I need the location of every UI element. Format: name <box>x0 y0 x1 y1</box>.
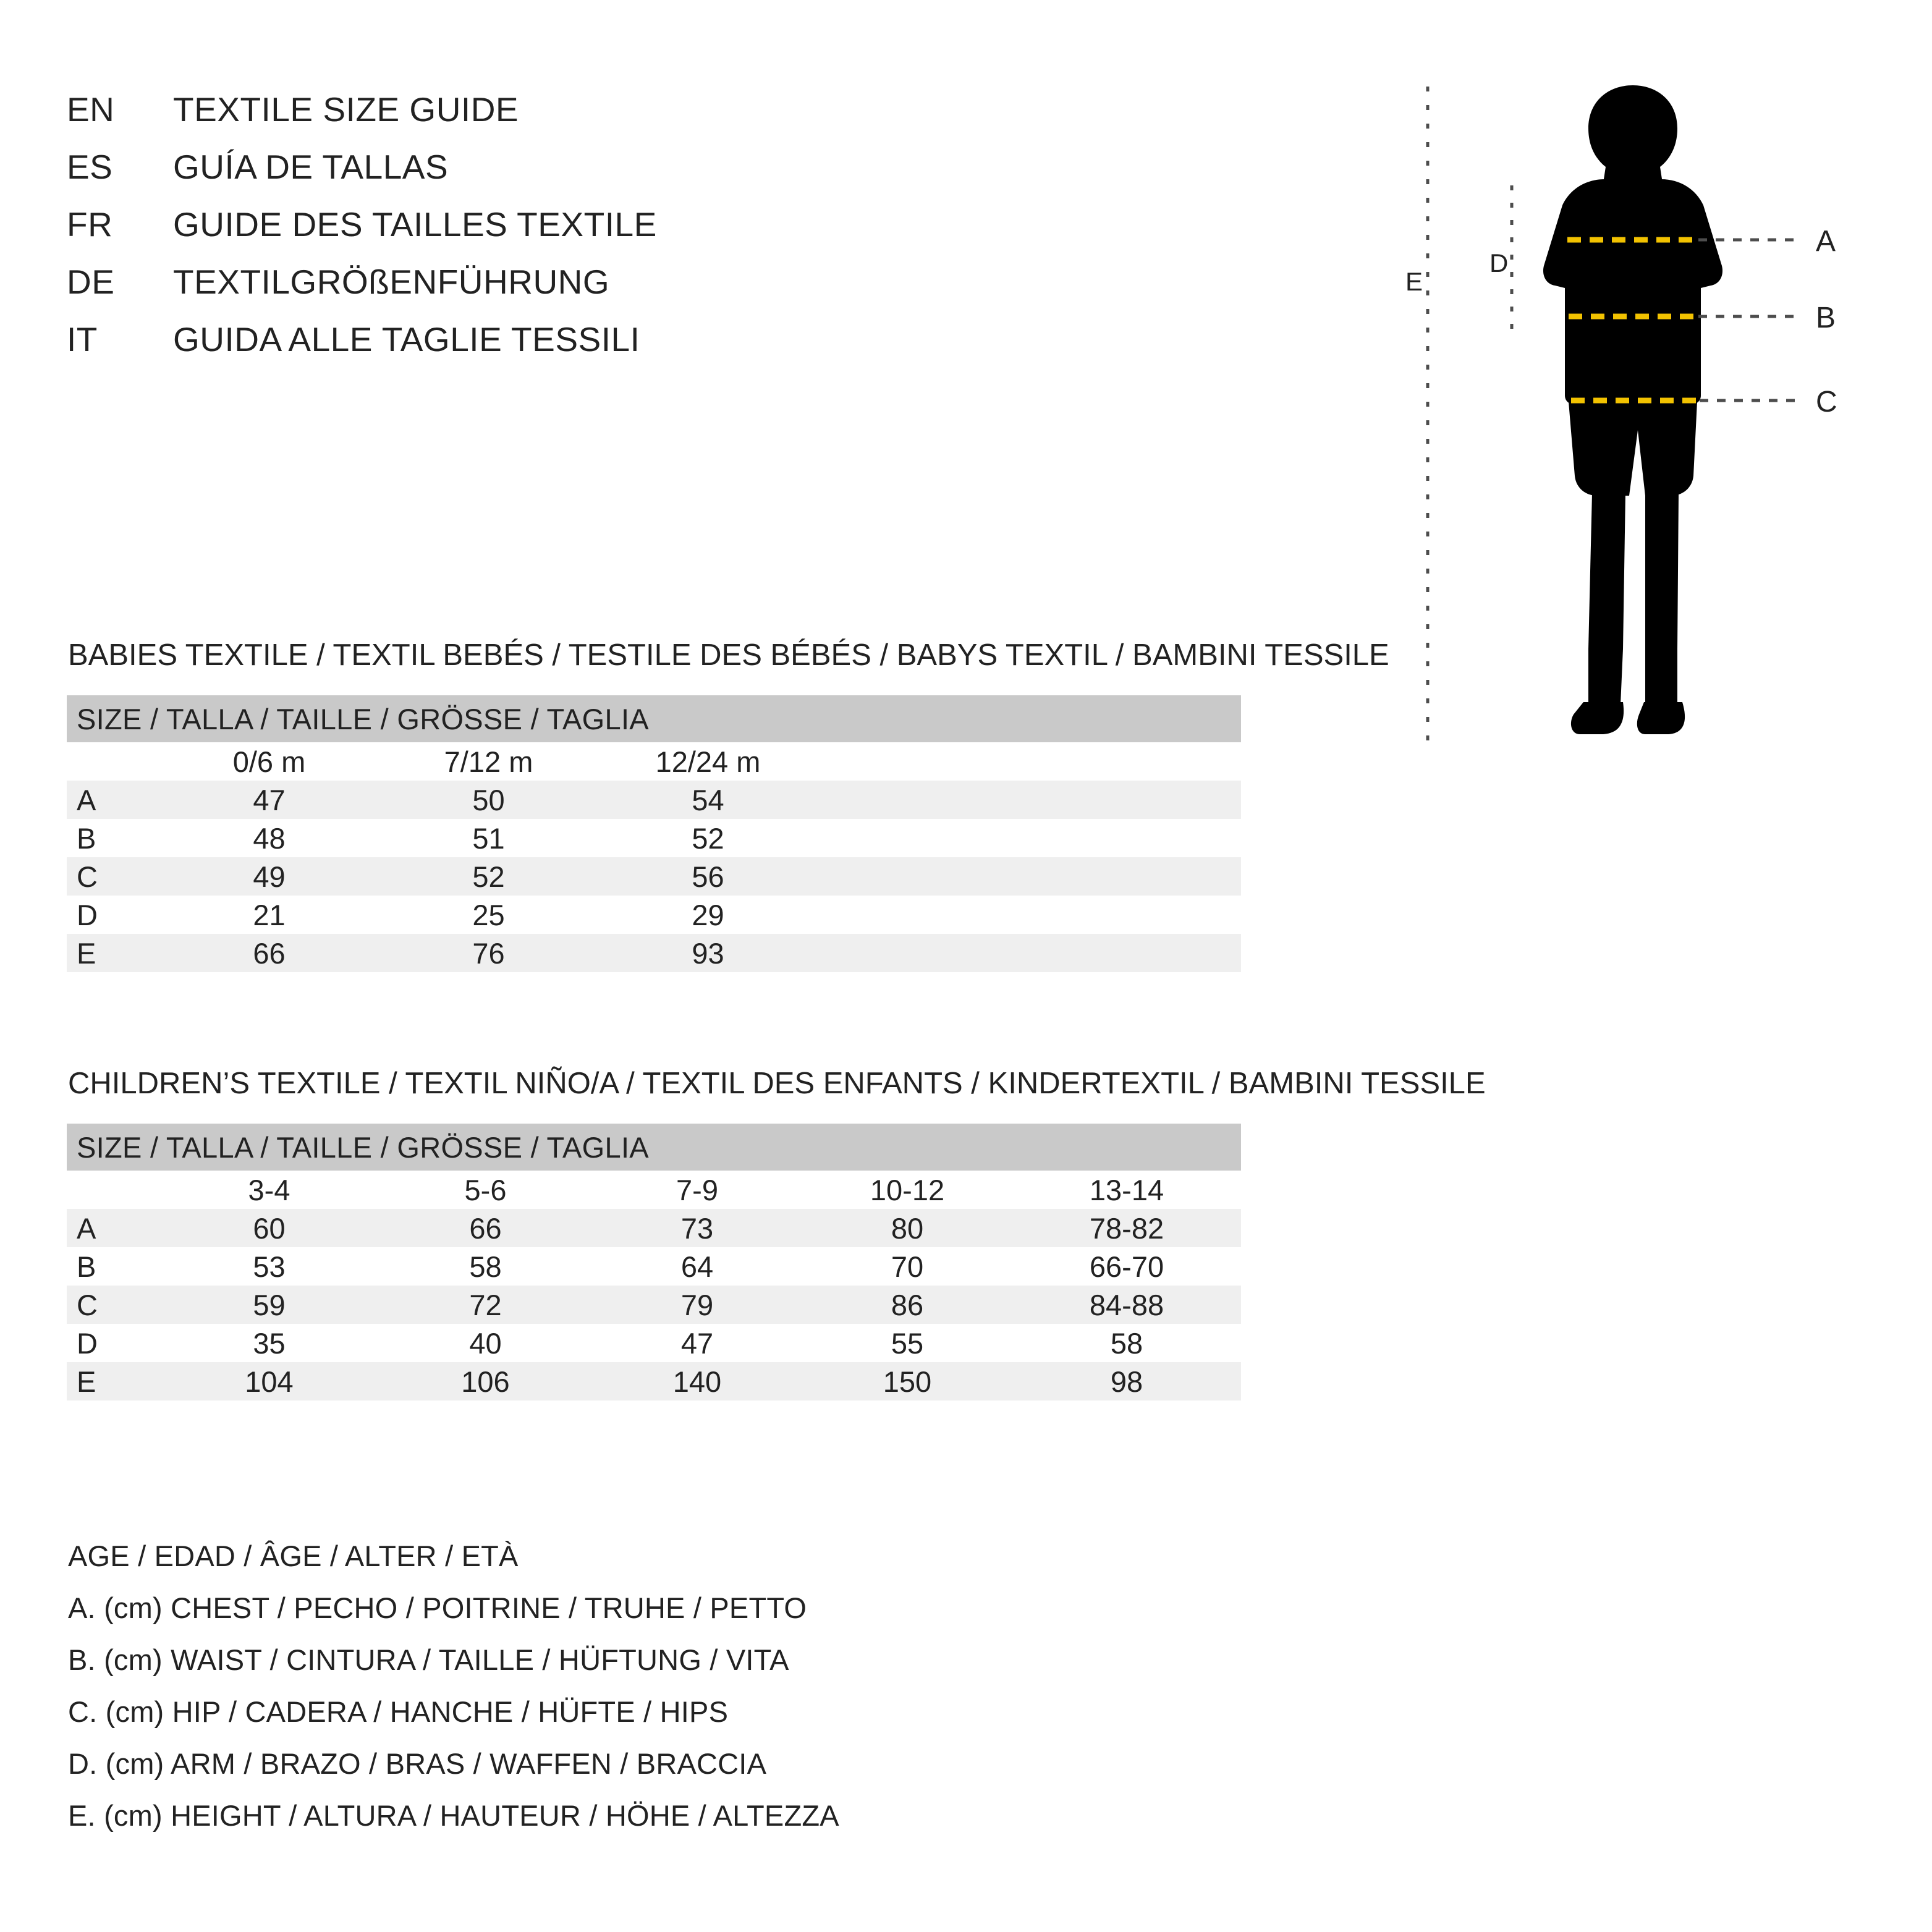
language-title: TEXTILGRÖßENFÜHRUNG <box>173 263 610 301</box>
table-row <box>67 1209 1241 1247</box>
table-cell: 29 <box>598 896 818 934</box>
legend-line: E. (cm) HEIGHT / ALTURA / HAUTEUR / HÖHE / ALTEZZA <box>68 1799 839 1832</box>
babies-section-title: BABIES TEXTILE / TEXTIL BEBÉS / TESTILE DES BÉBÉS / BABYS TEXTIL / BAMBINI TESSILE <box>68 638 1389 672</box>
table-row <box>67 781 1241 819</box>
table-cell: 21 <box>159 896 379 934</box>
callout-c: C <box>1816 386 1837 418</box>
column-header: 3-4 <box>159 1171 379 1209</box>
language-code: FR <box>67 205 113 244</box>
language-row <box>67 262 1241 320</box>
legend-line: B. (cm) WAIST / CINTURA / TAILLE / HÜFTUNG / VITA <box>68 1643 789 1676</box>
table-cell: 50 <box>379 781 598 819</box>
callout-d: D <box>1489 248 1509 278</box>
row-label: D <box>67 896 159 934</box>
table-cell: 70 <box>802 1247 1012 1286</box>
table-cell: 66 <box>159 934 379 972</box>
language-title: GUÍA DE TALLAS <box>173 148 449 186</box>
table-row <box>67 1324 1241 1362</box>
table-cell: 49 <box>159 857 379 896</box>
column-header: 7/12 m <box>379 742 598 781</box>
column-header: 13-14 <box>1012 1171 1241 1209</box>
row-label: A <box>67 781 159 819</box>
table-cell: 150 <box>802 1362 1012 1400</box>
table-header-row <box>67 1171 1241 1209</box>
row-label: C <box>67 857 159 896</box>
column-header: 12/24 m <box>598 742 818 781</box>
children-size-table <box>67 1124 1241 1400</box>
language-code: EN <box>67 90 115 129</box>
table-cell: 78-82 <box>1012 1209 1241 1247</box>
table-cell: 80 <box>802 1209 1012 1247</box>
legend-line: A. (cm) CHEST / PECHO / POITRINE / TRUHE / PETTO <box>68 1591 807 1624</box>
table-cell: 56 <box>598 857 818 896</box>
language-row <box>67 147 1241 205</box>
table-row <box>67 1362 1241 1400</box>
row-label: E <box>67 1362 159 1400</box>
language-title: GUIDA ALLE TAGLIE TESSILI <box>173 320 640 358</box>
children-table-banner: SIZE / TALLA / TAILLE / GRÖSSE / TAGLIA <box>67 1124 1241 1171</box>
column-header: 7-9 <box>592 1171 802 1209</box>
table-cell: 66 <box>379 1209 592 1247</box>
table-row <box>67 1286 1241 1324</box>
table-cell: 60 <box>159 1209 379 1247</box>
row-label: C <box>67 1286 159 1324</box>
table-cell-empty <box>818 857 1241 896</box>
table-cell: 86 <box>802 1286 1012 1324</box>
callout-e: E <box>1405 267 1423 296</box>
table-cell: 35 <box>159 1324 379 1362</box>
measurement-figure <box>1403 80 1873 766</box>
babies-table-banner: SIZE / TALLA / TAILLE / GRÖSSE / TAGLIA <box>67 695 1241 742</box>
table-cell: 64 <box>592 1247 802 1286</box>
column-header: 5-6 <box>379 1171 592 1209</box>
legend-line: AGE / EDAD / ÂGE / ALTER / ETÀ <box>68 1540 519 1572</box>
table-cell-empty <box>818 781 1241 819</box>
measurement-legend <box>68 1539 1428 1850</box>
table-cell: 47 <box>592 1324 802 1362</box>
table-banner-row <box>67 1124 1241 1171</box>
table-row <box>67 857 1241 896</box>
table-cell: 54 <box>598 781 818 819</box>
callout-a: A <box>1816 225 1836 258</box>
table-cell-empty <box>818 934 1241 972</box>
column-header: 10-12 <box>802 1171 1012 1209</box>
table-cell: 25 <box>379 896 598 934</box>
table-cell: 52 <box>379 857 598 896</box>
table-cell: 79 <box>592 1286 802 1324</box>
table-cell: 76 <box>379 934 598 972</box>
table-cell: 66-70 <box>1012 1247 1241 1286</box>
table-row <box>67 934 1241 972</box>
table-cell: 47 <box>159 781 379 819</box>
table-cell: 58 <box>1012 1324 1241 1362</box>
corner-cell <box>67 742 159 781</box>
callout-b: B <box>1816 302 1836 334</box>
babies-size-table <box>67 695 1241 972</box>
row-label: A <box>67 1209 159 1247</box>
table-cell: 52 <box>598 819 818 857</box>
row-label: B <box>67 1247 159 1286</box>
table-row <box>67 819 1241 857</box>
table-cell: 53 <box>159 1247 379 1286</box>
table-cell: 55 <box>802 1324 1012 1362</box>
language-code: IT <box>67 320 98 358</box>
row-label: E <box>67 934 159 972</box>
table-cell: 59 <box>159 1286 379 1324</box>
child-silhouette <box>1543 85 1722 734</box>
language-code: DE <box>67 263 115 301</box>
language-row <box>67 90 1241 147</box>
legend-line: C. (cm) HIP / CADERA / HANCHE / HÜFTE / HIPS <box>68 1695 729 1728</box>
table-row <box>67 896 1241 934</box>
table-cell: 40 <box>379 1324 592 1362</box>
spacer-cell <box>818 742 1241 781</box>
table-cell: 73 <box>592 1209 802 1247</box>
corner-cell <box>67 1171 159 1209</box>
language-title: TEXTILE SIZE GUIDE <box>173 90 519 129</box>
language-row <box>67 320 1241 377</box>
table-cell: 140 <box>592 1362 802 1400</box>
column-header: 0/6 m <box>159 742 379 781</box>
table-cell: 58 <box>379 1247 592 1286</box>
table-cell: 93 <box>598 934 818 972</box>
table-cell: 48 <box>159 819 379 857</box>
row-label: D <box>67 1324 159 1362</box>
table-cell-empty <box>818 819 1241 857</box>
table-cell: 72 <box>379 1286 592 1324</box>
table-cell-empty <box>818 896 1241 934</box>
table-banner-row <box>67 695 1241 742</box>
table-cell: 84-88 <box>1012 1286 1241 1324</box>
children-section-title: CHILDREN’S TEXTILE / TEXTIL NIÑO/A / TEXTIL DES ENFANTS / KINDERTEXTIL / BAMBINI TESSILE <box>68 1067 1486 1100</box>
legend-line: D. (cm) ARM / BRAZO / BRAS / WAFFEN / BRACCIA <box>68 1747 767 1780</box>
table-row <box>67 1247 1241 1286</box>
table-cell: 106 <box>379 1362 592 1400</box>
table-cell: 104 <box>159 1362 379 1400</box>
row-label: B <box>67 819 159 857</box>
table-cell: 98 <box>1012 1362 1241 1400</box>
table-header-row <box>67 742 1241 781</box>
language-row <box>67 205 1241 262</box>
table-cell: 51 <box>379 819 598 857</box>
language-title-list <box>67 90 1241 377</box>
language-code: ES <box>67 148 113 186</box>
language-title: GUIDE DES TAILLES TEXTILE <box>173 205 657 244</box>
